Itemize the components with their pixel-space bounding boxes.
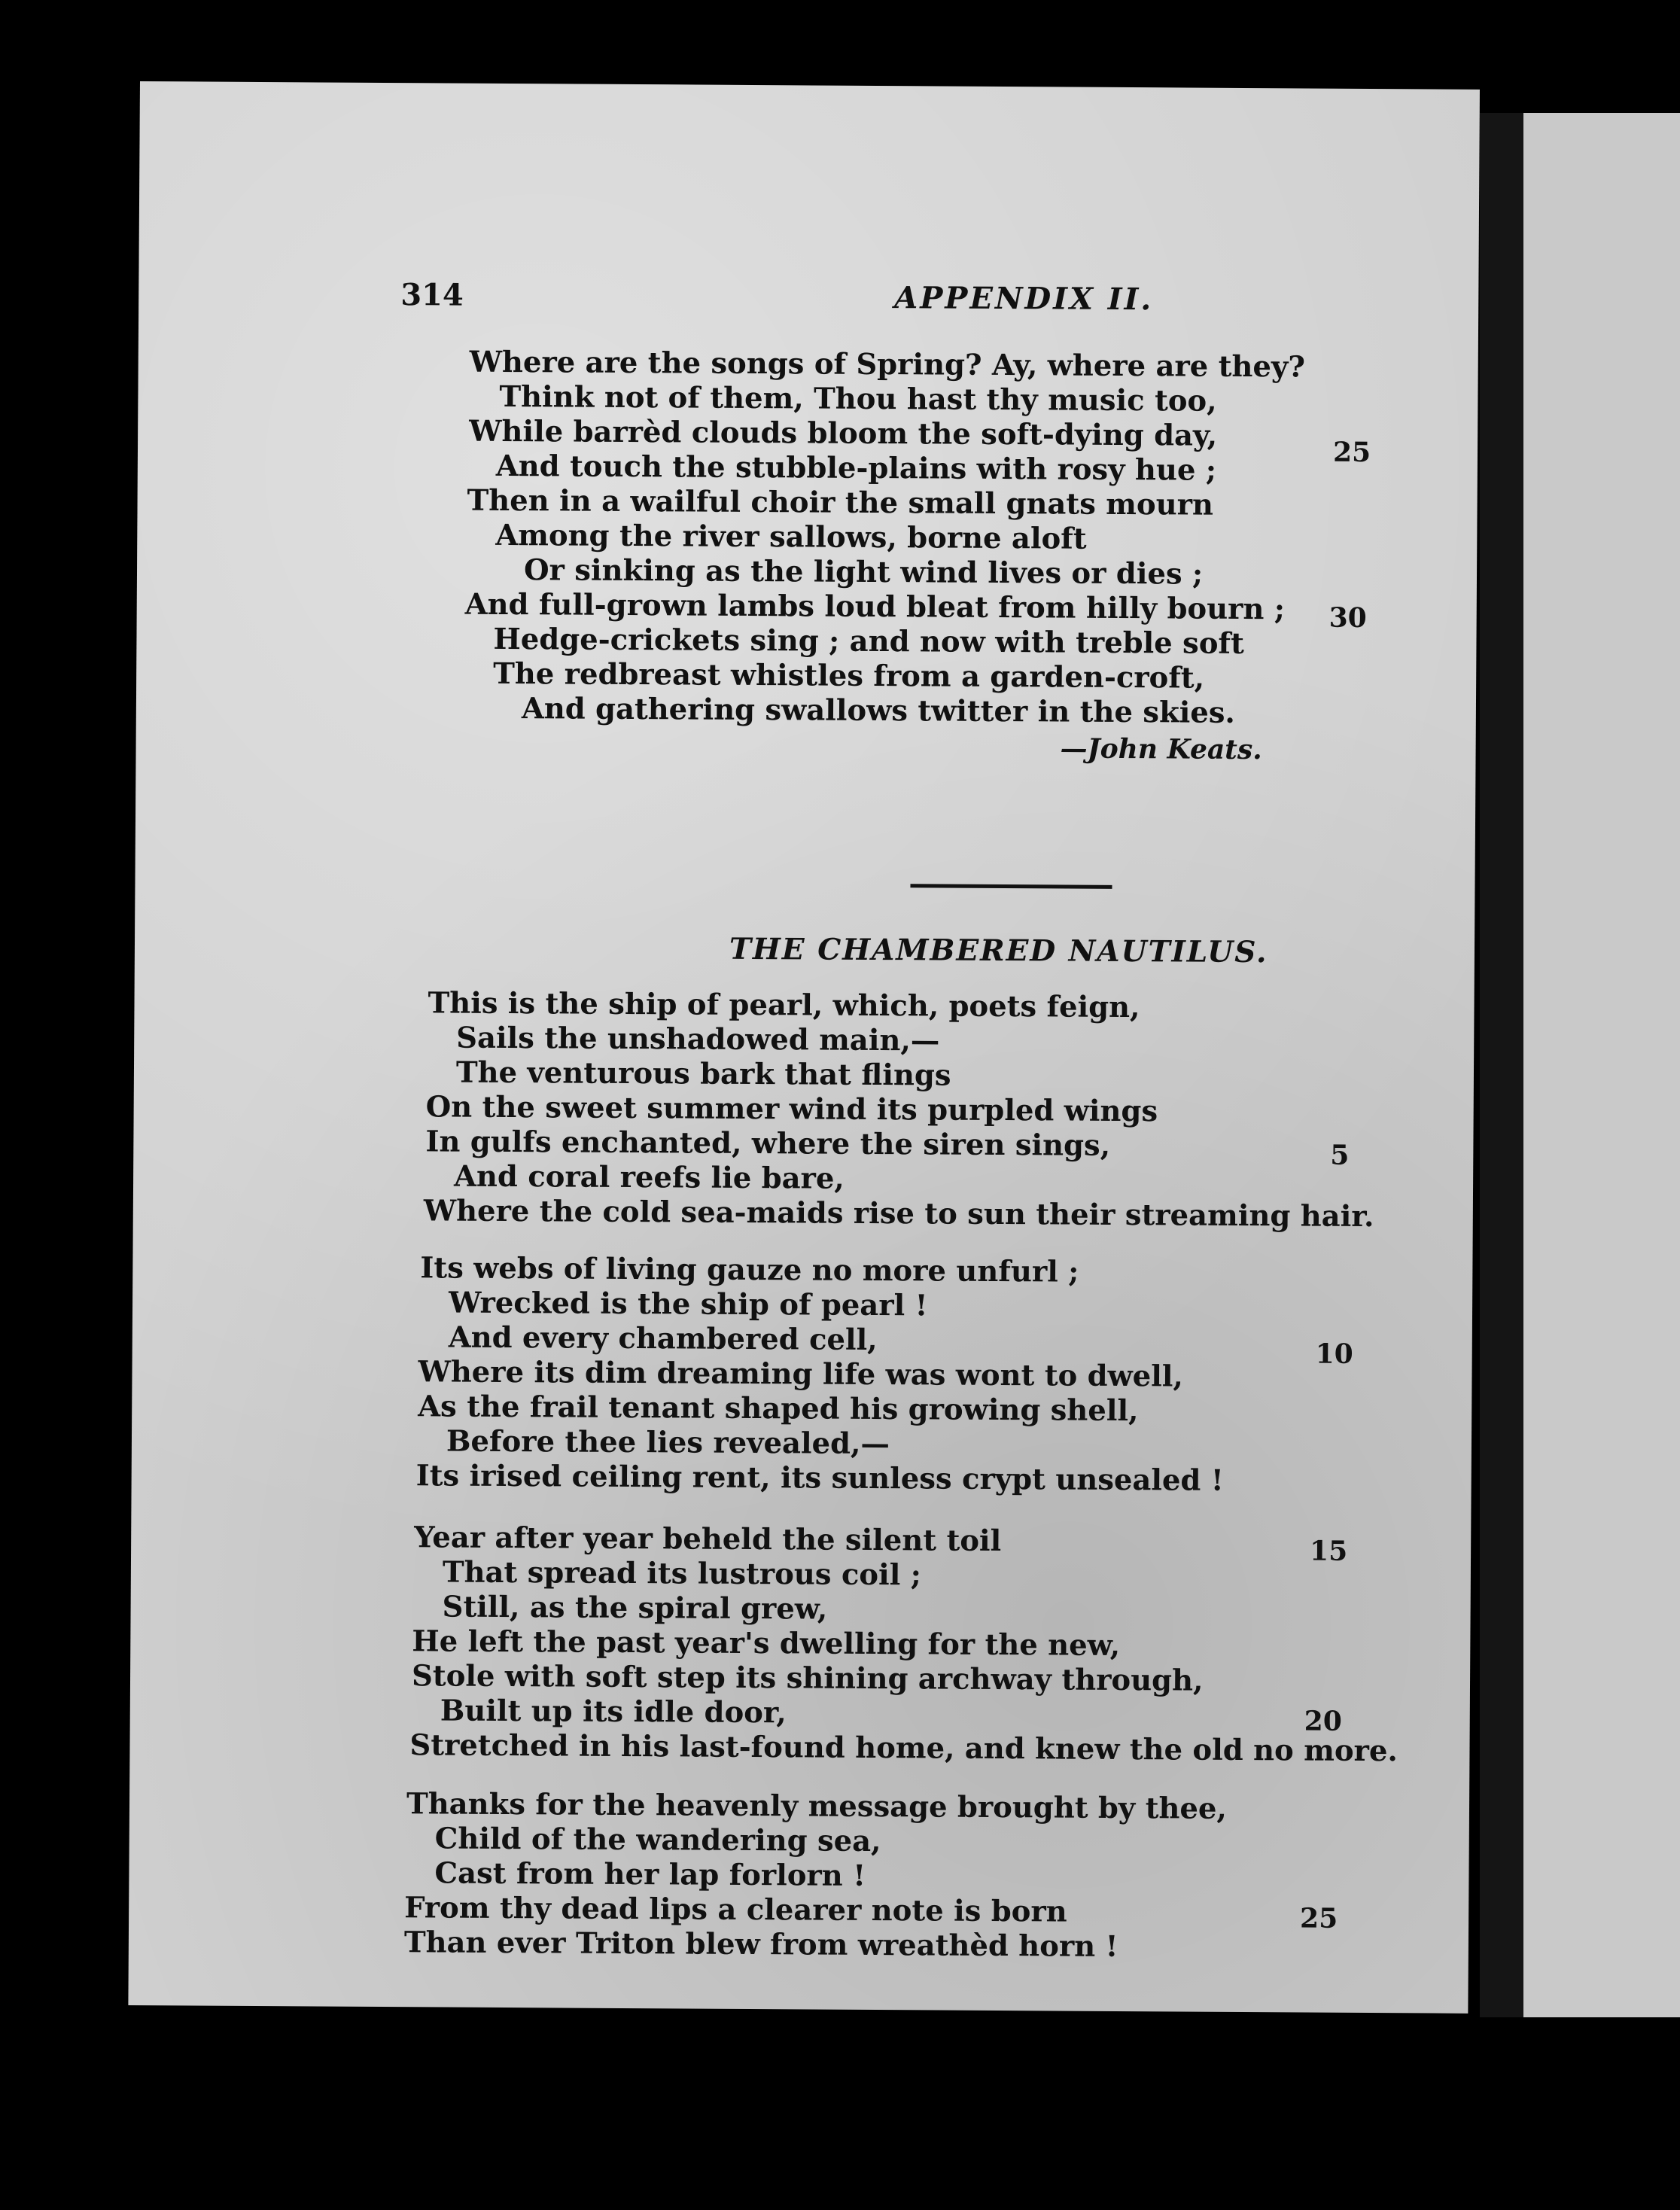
poem-line: On the sweet summer wind its purpled wings (425, 1090, 1158, 1129)
poem-line: Hedge-crickets sing ; and now with treble soft (493, 622, 1244, 661)
poem-line: From thy dead lips a clearer note is born (404, 1891, 1067, 1929)
poem-line: Still, as the spiral grew, (442, 1590, 828, 1627)
line-number: 25 (1299, 1902, 1338, 1935)
poem-line: Where are the songs of Spring? Ay, where are they? (469, 345, 1306, 385)
poem-line: Among the river sallows, borne aloft (495, 518, 1087, 556)
poem-line: And full-grown lambs loud bleat from hilly bourn ; (464, 587, 1286, 627)
poem-line: Than ever Triton blew from wreathèd horn ! (403, 1925, 1118, 1964)
poem-line: Child of the wandering sea, (434, 1822, 881, 1859)
page-number: 314 (400, 277, 464, 313)
line-number: 10 (1315, 1338, 1353, 1370)
poem-line: The redbreast whistles from a garden-croft, (493, 656, 1205, 696)
poem-line: And touch the stubble-plains with rosy hue ; (495, 449, 1217, 488)
book-gutter (1480, 113, 1523, 2017)
running-head: APPENDIX II. (894, 280, 1154, 318)
poem-line: This is the ship of pearl, which, poets feign, (428, 986, 1140, 1025)
poem-line: And gathering swallows twitter in the skies. (521, 692, 1236, 730)
page-header (138, 275, 1478, 329)
poem-line: Its irised ceiling rent, its sunless crypt unsealed ! (415, 1459, 1224, 1498)
poem-line: As the frail tenant shaped his growing shell, (418, 1390, 1139, 1429)
poem-line: Where the cold sea-maids rise to sun their streaming hair. (423, 1194, 1374, 1234)
book-page (128, 81, 1480, 2014)
poem-title: THE CHAMBERED NAUTILUS. (729, 931, 1268, 970)
poem-line: That spread its lustrous coil ; (442, 1555, 922, 1593)
poem-line: While barrèd clouds bloom the soft-dying day, (469, 414, 1218, 453)
section-divider (910, 884, 1112, 889)
poem-line: And coral reefs lie bare, (453, 1159, 845, 1196)
line-number: 15 (1309, 1535, 1348, 1567)
facing-page-edge (1523, 113, 1680, 2017)
poem-line: He left the past year's dwelling for the new, (412, 1624, 1121, 1663)
line-number: 25 (1332, 436, 1371, 468)
poem-line: Cast from her lap forlorn ! (434, 1856, 866, 1893)
poem-line: Before thee lies revealed,— (446, 1424, 890, 1462)
line-number: 30 (1328, 601, 1367, 634)
poem-line: And every chambered cell, (448, 1320, 878, 1358)
poem-line: Stole with soft step its shining archway through, (411, 1659, 1204, 1698)
poem-attribution: —John Keats. (1060, 732, 1262, 766)
poem-line: Stretched in his last-found home, and knew the old no more. (409, 1728, 1398, 1769)
line-number: 5 (1330, 1139, 1350, 1171)
poem-line: Sails the unshadowed main,— (456, 1021, 940, 1058)
poem-line: Or sinking as the light wind lives or dies ; (523, 553, 1204, 592)
poem-line: Think not of them, Thou hast thy music too, (499, 379, 1217, 419)
poem-line: Then in a wailful choir the small gnats mourn (467, 483, 1214, 522)
poem-line: In gulfs enchanted, where the siren sings, (425, 1125, 1111, 1163)
line-number: 20 (1304, 1705, 1342, 1737)
poem-line: Wrecked is the ship of pearl ! (448, 1286, 928, 1323)
poem-line: Year after year beheld the silent toil (414, 1521, 1002, 1559)
poem-line: Its webs of living gauze no more unfurl ; (420, 1251, 1079, 1289)
poem-line: The venturous bark that flings (455, 1055, 951, 1093)
poem-line: Thanks for the heavenly message brought by thee, (406, 1787, 1227, 1826)
poem-line: Built up its idle door, (440, 1694, 787, 1731)
poem-line: Where its dim dreaming life was wont to dwell, (418, 1355, 1184, 1394)
